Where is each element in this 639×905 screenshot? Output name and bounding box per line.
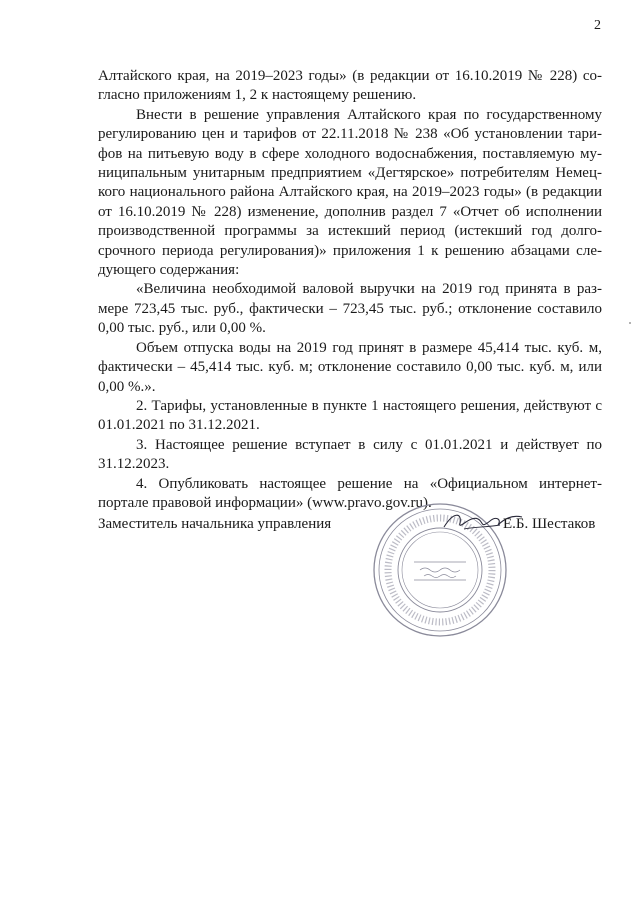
document-body [98,67,602,513]
paragraph-revenue: «Величина необходимой валовой выручки на 2019 год принята в размере 723,45 тыс. руб., фактически – 723,45 тыс. руб.; отклонение составило 0,00 тыс. руб., или 0,00 %. [98,281,602,337]
paragraph-item-3: 3. Настоящее решение вступает в силу с 01.01.2021 и действует по 31.12.2023. [98,436,602,473]
paragraph-item-2: 2. Тарифы, установленные в пункте 1 настоящего решения, действуют с 01.01.2021 по 31.12.2021. [98,397,602,434]
scan-artifact [629,322,631,324]
signatory-name: Е.Б. Шестаков [503,516,596,532]
paragraph-continuation: Алтайского края, на 2019–2023 годы» (в редакции от 16.10.2019 № 228) согласно приложениям 1, 2 к настоящему решению. [98,68,602,104]
paragraph-item-4: 4. Опубликовать настоящее решение на «Официальном интернет-портале правовой информации» (www.pravo.gov.ru). [98,475,602,511]
page-number: 2 [594,18,601,33]
paragraph-water-volume: Объем отпуска воды на 2019 год принят в размере 45,414 тыс. куб. м, фактически – 45,414 тыс. куб. м; отклонение составило 0,00 тыс. куб. м, или 0,00 %.». [98,339,602,395]
paragraph-amendment: Внести в решение управления Алтайского края по государственному регулированию цен и тарифов от 22.11.2018 № 238 «Об установлении тарифов на питьевую воду в сфере холодного водоснабжения, поставляемую муниципальным унитарным предприятием «Дегтярское» потребителям Немецкого национального района Алтайского края, на 2019–2023 годы» (в редакции от 16.10.2019 № 228) изменение, дополнив раздел 7 «Отчет об исполнении производственной программы за истекший период (истекший год долгосрочного периода регулирования)» приложения 1 к решению абзацами следующего содержания: [98,106,602,279]
signatory-title: Заместитель начальника управления [98,516,332,532]
